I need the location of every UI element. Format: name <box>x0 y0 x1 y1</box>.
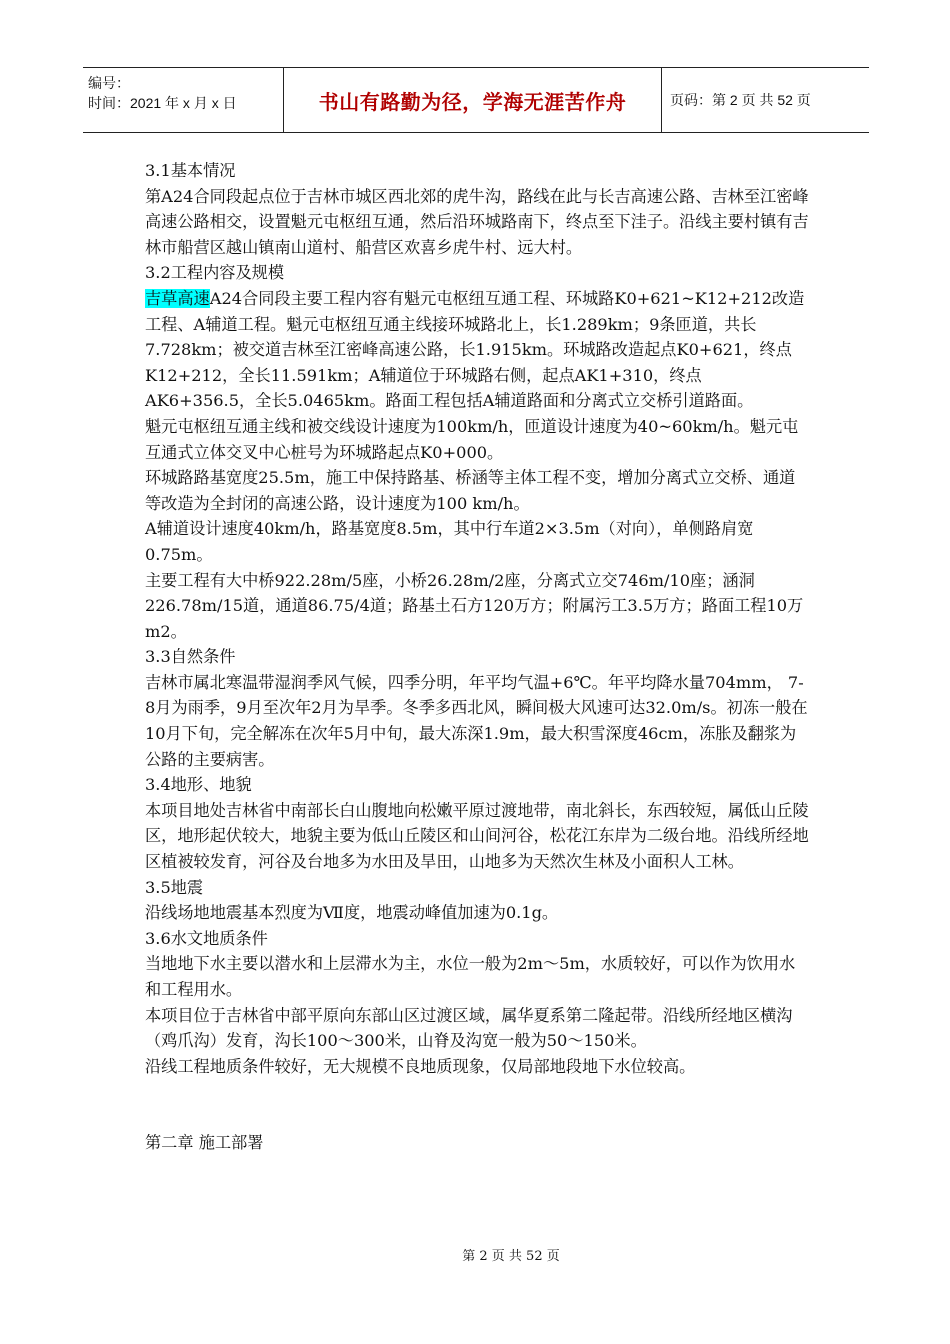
paragraph-scope <box>145 286 810 414</box>
paragraph-scope-text: A24合同段主要工程内容有魁元屯枢纽互通工程、环城路K0+621~K12+212改造工程、A辅道工程。魁元屯枢纽互通主线接环城路北上，长1.289km；9条匝道，共长7.728km；被交道吉林至江密峰高速公路，长1.915km。环城路改造起点K0+621，终点K12+212，全长11.591km；A辅道位于环城路右侧，起点AK1+310，终点AK6+356.5，全长5.0465km。路面工程包括A辅道路面和分离式立交桥引道路面。 <box>145 288 805 411</box>
paragraph-ring-road: 环城路路基宽度25.5m，施工中保持路基、桥涵等主体工程不变，增加分离式立交桥、通道等改造为全封闭的高速公路，设计速度为100 km/h。 <box>145 468 796 513</box>
paragraph-main-works: 主要工程有大中桥922.28m/5座，小桥26.28m/2座，分离式立交746m/10座；涵洞226.78m/15道，通道86.75/4道；路基土石方120万方；附属污工3.5万方；路面工程10万m2。 <box>145 570 804 641</box>
chapter-title: 第二章 施工部署 <box>145 1133 264 1153</box>
section-heading-3-4: 3.4地形、地貌 <box>145 775 252 795</box>
document-number-label: 编号： <box>88 75 130 91</box>
page-footer: 第 2 页 共 52 页 <box>462 1249 560 1264</box>
header-motto: 书山有路勤为径，学海无涯苦作舟 <box>283 68 662 132</box>
paragraph-geology: 本项目位于吉林省中部平原向东部山区过渡区域，属华夏系第二隆起带。沿线所经地区横沟（鸡爪沟）发育，沟长100～300米，山脊及沟宽一般为50～150米。 <box>145 1005 793 1051</box>
paragraph-climate: 吉林市属北寒温带湿润季风气候，四季分明，年平均气温+6℃。年平均降水量704mm， 7-8月为雨季，9月至次年2月为旱季。冬季多西北风，瞬间极大风速可达32.0m/s。初冻一般在10月下旬，完全解冻在次年5月中旬，最大冻深1.9m，最大积雪深度46cm，冻胀及翻浆为公路的主要病害。 <box>145 672 808 769</box>
section-heading-3-3: 3.3自然条件 <box>145 647 236 667</box>
header-meta <box>83 68 283 132</box>
section-heading-3-5: 3.5地震 <box>145 877 204 897</box>
section-heading-3-6: 3.6水文地质条件 <box>145 928 268 948</box>
document-date: 时间：2021 年 x 月 x 日 <box>88 95 237 111</box>
section-heading-3-1: 3.1基本情况 <box>145 161 236 180</box>
spacer <box>145 1079 810 1130</box>
header-page-info: 页码：第 2 页 共 52 页 <box>670 92 811 108</box>
paragraph-aux-road: A辅道设计速度40km/h，路基宽度8.5m，其中行车道2×3.5m（对向），单侧路肩宽0.75m。 <box>145 519 754 564</box>
paragraph-terrain: 本项目地处吉林省中南部长白山腹地向松嫩平原过渡地带，南北斜长，东西较短，属低山丘陵区，地形起伏较大，地貌主要为低山丘陵区和山间河谷，松花江东岸为二级台地。沿线所经地区植被较发育，河谷及台地多为水田及旱田，山地多为天然次生林及小面积人工林。 <box>145 800 809 872</box>
paragraph-engineering-geology: 沿线工程地质条件较好，无大规模不良地质现象，仅局部地段地下水位较高。 <box>145 1056 696 1076</box>
document-body <box>145 158 810 1156</box>
paragraph-basic-info: 第A24合同段起点位于吉林市城区西北郊的虎牛沟，路线在此与长吉高速公路、吉林至江密峰高速公路相交，设置魁元屯枢纽互通，然后沿环城路南下，终点至下洼子。沿线主要村镇有吉林市船营区越山镇南山道村、船营区欢喜乡虎牛村、远大村。 <box>145 186 809 257</box>
section-heading-3-2: 3.2工程内容及规模 <box>145 263 285 283</box>
paragraph-earthquake: 沿线场地地震基本烈度为Ⅶ度，地震动峰值加速为0.1g。 <box>145 903 559 923</box>
paragraph-design-speed: 魁元屯枢纽互通主线和被交线设计速度为100km/h，匝道设计速度为40~60km/h。魁元屯互通式立体交叉中心桩号为环城路起点K0+000。 <box>145 416 799 462</box>
highlighted-text: 吉草高速 <box>145 288 210 308</box>
page-header <box>83 67 869 133</box>
paragraph-groundwater: 当地地下水主要以潜水和上层滞水为主，水位一般为2m～5m，水质较好，可以作为饮用水和工程用水。 <box>145 954 796 999</box>
